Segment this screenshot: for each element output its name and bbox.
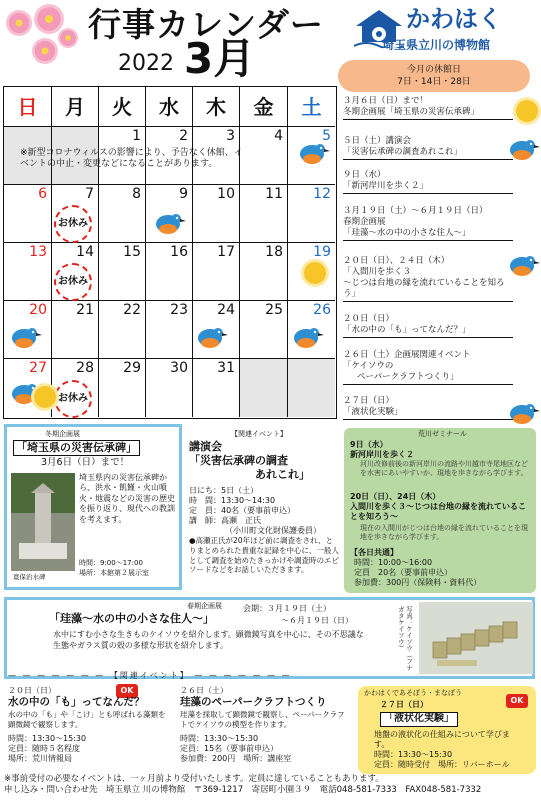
section-tag: かわはくであそぼう・まなぼう <box>364 689 462 697</box>
event-description: 地盤の液状化の仕組みについて学びます。 <box>374 730 510 750</box>
weekday-sat: 土 <box>288 87 335 127</box>
event-fee: 参加費：200円 場所：講座室 <box>180 754 292 763</box>
closed-days-list: 7日・14日・28日 <box>397 77 471 88</box>
event-title: 「液状化実験」 <box>380 712 458 727</box>
liquefaction-box <box>358 686 536 774</box>
exhibition-time: 時間：9:00～17:00 <box>79 559 143 567</box>
exhibition-place: 場所：本館第２展示室 <box>79 569 149 577</box>
event-item <box>343 136 513 160</box>
calendar-day: 25 <box>240 301 288 359</box>
kingfisher-icon <box>194 322 228 352</box>
event-time: 時間：13:30～15:30 <box>180 734 259 743</box>
event-description: 珪藻を採取して顕微鏡で観察し、ペーパークラフトでケイソウの模型を作ります。 <box>180 710 345 729</box>
event-place: 場所：荒川情報局 <box>8 754 72 763</box>
seminar-description: 現在の入間川がじつは台地の縁を流れていることを現地を歩きながら学びます。 <box>360 524 528 541</box>
calendar-day: 23 <box>146 301 193 359</box>
exhibition-description: 埼玉県内の災害伝承碑から、洪水・飢饉・火山噴火・地震などの災害の歴史を振り返り、現代への教訓を考えます。 <box>79 473 175 524</box>
calendar-day: 21 <box>52 301 99 359</box>
calendar-day: 29 <box>99 359 146 417</box>
seminar-date: 9日（水） <box>350 440 388 449</box>
seminar-description: 河川改修前後の新河岸川の流路や川越市寺尾地区などを水害にあいやすいか、現地を歩きながら学びます。 <box>360 460 528 477</box>
ok-badge: OK <box>506 694 528 708</box>
event-date: ２７日（日） <box>380 700 428 709</box>
event-title: 「珪藻～水の中の小さな住人～」 <box>343 228 471 239</box>
calendar-year: 2022 <box>118 51 174 76</box>
event-item <box>343 256 513 302</box>
lecture-capacity: 定 員：40名（要事前申込） <box>189 506 296 515</box>
calendar-day: 6 <box>4 185 52 243</box>
lecture-kind: 講演会 <box>189 440 222 453</box>
event-title: 「水の中の「も」ってなんだ？」 <box>343 325 471 336</box>
event-title: 珪藻のペーパークラフトつくり <box>180 696 327 708</box>
kingfisher-icon <box>290 322 324 352</box>
weekday-mon: 月 <box>52 87 99 127</box>
lecture-affiliation: （小川町文化財保護委員） <box>225 526 321 535</box>
kingfisher-icon <box>296 138 330 168</box>
calendar-day: 5 <box>288 127 335 185</box>
exhibition-title: 「埼玉県の災害伝承碑」 <box>13 440 140 456</box>
event-title: 「液状化実験」 <box>343 407 403 418</box>
sun-icon <box>34 386 56 408</box>
weekday-thu: 木 <box>193 87 240 127</box>
lecture-box <box>185 430 340 590</box>
event-time: 時間：13:30～15:30 <box>374 750 453 759</box>
weekday-sun: 日 <box>4 87 52 127</box>
kingfisher-icon <box>506 250 540 280</box>
calendar-day: 11 <box>240 185 288 243</box>
calendar-day: 15 <box>99 243 146 301</box>
event-date: ９日（水） <box>343 170 386 180</box>
event-date: ５日（土）講演会 <box>343 136 412 146</box>
calendar-day: 30 <box>146 359 193 417</box>
seminar-time: 時間：10:00～16:00 <box>354 558 433 567</box>
section-tag: 【関連イベント】 <box>109 671 190 680</box>
weekday-fri: 金 <box>240 87 288 127</box>
cherry-blossom-icon <box>58 28 78 48</box>
event-category: 春期企画展 <box>343 217 386 228</box>
section-tag: 荒川ゼミナール <box>418 430 467 438</box>
cherry-blossom-icon <box>32 38 58 64</box>
event-date: ２６日（土）企画展関連イベント <box>343 350 471 360</box>
footer <box>4 774 537 797</box>
diatom-photo <box>419 602 533 674</box>
seminar-title: 新河岸川を歩く２ <box>350 450 414 459</box>
exhibition-period: 会期：３月１９日（土） <box>243 604 331 613</box>
exhibition-date: 3月6日（日）まで！ <box>41 457 130 468</box>
calendar-day: 14 <box>52 243 99 301</box>
monument-photo <box>11 473 75 571</box>
spring-exhibition-box <box>4 597 535 679</box>
sun-icon <box>304 262 326 284</box>
event-date: ３月１９日（土）～６月１９日（日） <box>343 206 488 216</box>
photo-caption: 写真：ケイソウ（フナガタケイソウ） <box>396 606 413 671</box>
calendar-day: 26 <box>288 301 335 359</box>
calendar-month: 3月 <box>184 34 256 83</box>
closed-day-marker: お休み <box>54 380 92 418</box>
event-capacity: 定員：15名（要事前申込） <box>180 744 279 753</box>
event-title: 「入間川を歩く３ <box>343 267 412 278</box>
event-date: ２０日（日） <box>8 686 56 695</box>
calendar-day: 16 <box>146 243 193 301</box>
seminar-common-label: 【各日共通】 <box>350 548 398 557</box>
event-26-box <box>178 682 350 770</box>
covid-notice: ※新型コロナウィルスの影響により、予告なく休館、イベントの中止・変更などになることがあります。 <box>20 148 243 170</box>
event-title: 「災害伝承碑の調査あれこれ」 <box>343 147 463 158</box>
calendar-day: 31 <box>193 359 240 417</box>
event-title: 「ケイソウの <box>343 361 394 372</box>
event-time: 時間：13:30～15:30 <box>8 734 87 743</box>
winter-exhibition-box <box>4 424 182 590</box>
event-subtitle: ～じつは台地の縁を流れていることを知ろう」 <box>343 278 505 300</box>
calendar-day: 27 <box>4 359 52 417</box>
calendar-day: 12 <box>288 185 335 243</box>
kingfisher-icon <box>506 134 540 164</box>
museum-logo-text: かわはく <box>406 5 502 33</box>
closed-days-label: 今月の休館日 <box>406 65 461 75</box>
lecture-description: ●高瀬正氏が20年ほど前に調査をされ、とりまとめられた貴重な記録を中心に、一般人として調査を始めたきっかけや調査時のエピソードなどをお話しいただきます。 <box>189 536 339 575</box>
calendar-day: 9 <box>146 185 193 243</box>
calendar-day: 4 <box>240 127 288 185</box>
lecture-title: 「災害伝承碑の調査 <box>189 454 288 467</box>
kingfisher-icon <box>8 322 42 352</box>
calendar-day: 2 <box>146 127 193 185</box>
closed-days-box <box>338 60 530 92</box>
exhibition-title: 「珪藻～水の中の小さな住人～」 <box>49 612 214 625</box>
event-title: 「新河岸川を歩く２」 <box>343 181 429 192</box>
calendar-day: 18 <box>240 243 288 301</box>
event-subtitle: ペーパークラフトつくり」 <box>357 372 459 383</box>
weekday-wed: 水 <box>146 87 193 127</box>
calendar-day: 22 <box>99 301 146 359</box>
event-date: ２０日（日）、２４日（木） <box>343 256 450 266</box>
calendar-day: 17 <box>193 243 240 301</box>
event-item <box>343 96 513 120</box>
event-title: 冬期企画展「埼玉県の災害伝承碑」 <box>343 107 480 118</box>
event-item <box>343 314 513 338</box>
page-title: 行事カレンダー <box>88 5 324 44</box>
cherry-blossom-icon <box>6 10 32 36</box>
lecture-title-2: あれこれ」 <box>255 468 310 481</box>
exhibition-period-end: ～６月１９日（日） <box>281 616 353 625</box>
calendar-day: 1 <box>99 127 146 185</box>
event-description: 水の中の「も」や「こけ」とも呼ばれる藻類を顕微鏡で観察します。 <box>8 710 166 729</box>
calendar-day: 20 <box>4 301 52 359</box>
calendar-day: 24 <box>193 301 240 359</box>
calendar-grid <box>3 86 337 419</box>
event-item <box>343 206 513 241</box>
kingfisher-icon <box>506 398 540 428</box>
kingfisher-icon <box>152 208 186 238</box>
weekday-tue: 火 <box>99 87 146 127</box>
event-date: ２６日（土） <box>180 686 228 695</box>
ok-badge: OK <box>116 684 138 698</box>
event-item <box>343 170 513 194</box>
seminar-capacity: 定員 20名（要事前申込） <box>354 568 453 577</box>
footer-note: ※事前受付の必要なイベントは、一ヶ月前より受付いたします。定員に達していることもあります。 <box>4 774 384 784</box>
calendar-day: 7 <box>52 185 99 243</box>
seminar-title: 入間川を歩く３～じつは台地の縁を流れていることを知ろう～ <box>350 502 526 522</box>
arakawa-seminar-box <box>344 428 536 593</box>
calendar-day-empty <box>288 359 335 417</box>
photo-caption: 寛保治水碑 <box>13 573 46 581</box>
calendar-day: 13 <box>4 243 52 301</box>
section-tag: 春期企画展 <box>187 602 222 610</box>
event-capacity: 定員：随時５名程度 <box>8 744 80 753</box>
lecture-time: 時 間：13:30～14:30 <box>189 496 276 505</box>
lecture-speaker: 講 師：高瀬 正氏 <box>189 516 261 525</box>
sun-icon <box>516 100 538 122</box>
calendar-day: 8 <box>99 185 146 243</box>
lecture-date: 日にち：5日（土） <box>189 486 259 495</box>
event-date: ２７日（日） <box>343 396 395 406</box>
event-item <box>343 396 513 420</box>
event-20-box <box>6 682 176 770</box>
calendar-day: 10 <box>193 185 240 243</box>
closed-day-marker: お休み <box>54 263 92 301</box>
event-capacity: 定員：随時受付 場所：リバーホール <box>374 760 510 769</box>
section-tag: 冬期企画展 <box>45 430 80 438</box>
exhibition-description: 水中にすむ小さな生きものケイソウを紹介します。顕微鏡写真を中心に、その不思議な生態やガラス質の殻の多様な形状を紹介します。 <box>53 630 364 650</box>
section-tag: 【関連イベント】 <box>231 430 287 438</box>
related-events-divider: — — — — — — — 【関連イベント】 — — — — — — — <box>8 671 292 680</box>
event-title: 水の中の「も」ってなんだ？ <box>8 696 145 708</box>
seminar-fee: 参加費：300円（保険料・資料代） <box>354 578 482 587</box>
footer-contact: 申し込み・問い合わせ先 埼玉県立 川の博物館 〒369-1217 寄居町小園３９ 電話048-581-7333 FAX048-581-7332 <box>4 785 482 796</box>
calendar-day: 3 <box>193 127 240 185</box>
calendar-day: 19 <box>288 243 335 301</box>
calendar-day: 28 <box>52 359 99 417</box>
museum-name: 埼玉県立川の博物館 <box>382 38 491 52</box>
event-date: ２０日（日） <box>343 314 395 324</box>
closed-day-marker: お休み <box>54 205 92 243</box>
event-item <box>343 350 513 385</box>
seminar-date: 20日（日）、24日（木） <box>350 492 441 501</box>
event-date: ３月６日（日）まで！ <box>343 96 429 106</box>
cherry-blossom-icon <box>34 4 64 34</box>
calendar-day-empty <box>240 359 288 417</box>
